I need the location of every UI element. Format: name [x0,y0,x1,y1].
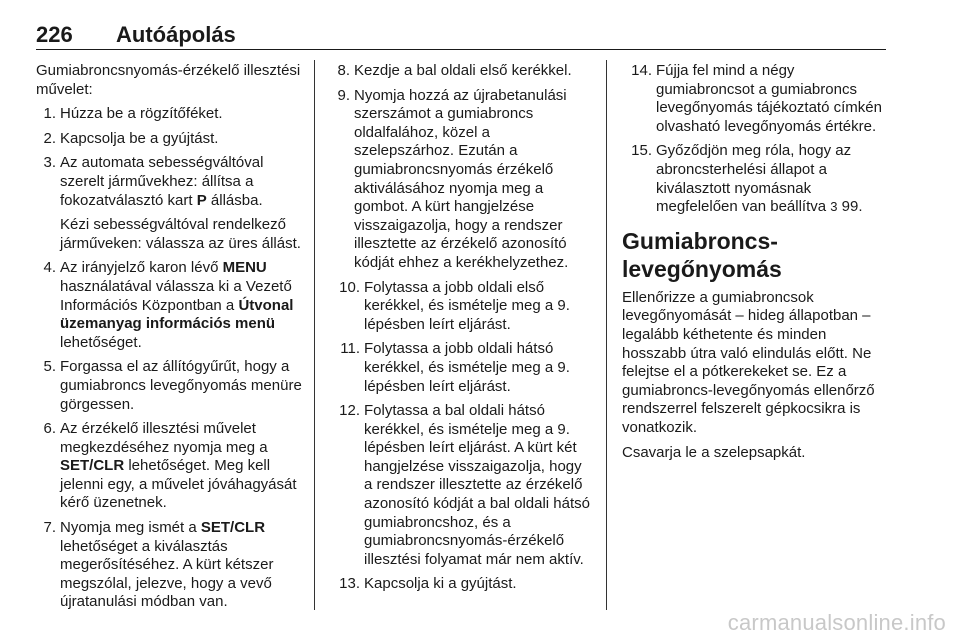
step-number: 11. [340,340,360,358]
step-number: 4. [43,259,56,277]
page-ref-link[interactable]: 99. [837,198,863,216]
page-number: 226 [36,22,73,47]
body-paragraph: Csavarja le a szelepsapkát. [622,443,806,461]
step-text: Az érzékelő illesztési művelet megkezdéséhez nyomja meg a [60,420,268,456]
step-text: Az irányjelző karon lévő [60,259,223,277]
menu-button-label: MENU [222,259,267,277]
list-item [330,575,594,594]
step-text: Nyomja meg ismét a [60,519,201,537]
list-item [36,105,304,124]
step-text: Folytassa a bal oldali hátsó kerékkel, és ismételje meg a 9. lépésben leírt eljárást. A kürt két hangjelzése visszaigazolja, hogy a rendszer illesztette az érzékelő azonosító kódját a bal oldali hátsó gumiabroncshoz, és a gumiabroncsnyomás-érzékelő illesztési folyamat már nem aktív. [364,402,590,568]
step-number: 12. [339,402,360,420]
list-item [622,142,888,216]
step-text: állásba. [206,191,263,209]
body-paragraph: Ellenőrizze a gumiabroncsok levegőnyomását – hideg állapotban – legalább kéthetente és minden hosszabb útra való elindulás előtt. Ne felejtse el a pótkerekeket se. Ez a gumiabroncs-levegőnyomás ellenőrző rendszerrel felszerelt gépkocsikra is vonatkozik. [622,288,875,436]
step-number: 14. [631,62,652,79]
step-text: Győződjön meg róla, hogy az abroncsterhelési állapot a kiválasztott nyomásnak megfelelően van beállítva [656,142,852,216]
step-number: 8. [337,62,350,79]
step-text: Kapcsolja be a gyújtást. [60,129,219,147]
steps-list [36,105,304,612]
section-heading: Gumiabroncs-levegőnyomás [622,227,782,282]
step-text: Kezdje a bal oldali első kerékkel. [354,62,572,79]
page-title: Autóápolás [116,22,236,47]
list-item [36,259,304,352]
step-text: Nyomja hozzá az újrabetanulási szerszámot a gumiabroncs oldalfalához, közel a szelepszárhoz. Ezután a gumiabroncsnyomás érzékelő aktiválásához nyomja meg a gombot. A kürt hangjelzése visszaigazolja, hogy a rendszer illesztette az érzékelő azonosító kódját ehhez a kerékhelyzethez. [354,86,569,271]
list-item [36,154,304,253]
step-number: 15. [631,142,652,160]
list-item [330,279,594,335]
steps-list [330,62,594,594]
list-item [330,402,594,569]
step-number: 3. [43,154,56,172]
steps-list [622,62,888,217]
intro-text: Gumiabroncsnyomás-érzékelő illesztési művelet: [36,62,301,98]
step-text: Az automata sebességváltóval szerelt járművekhez: állítsa a fokozatválasztó kart [60,154,264,209]
step-text: lehetőséget. Meg kell jelenni egy, a művelet jóváhagyását kérő üzenetnek. [60,457,297,512]
step-text: használatával válassza ki a Vezető Információs Központban a [60,277,292,314]
list-item [36,358,304,414]
column-divider [606,60,607,610]
step-number: 2. [43,129,56,147]
step-text: Kapcsolja ki a gyújtást. [364,575,517,593]
step-text: Húzza be a rögzítőféket. [60,105,223,123]
list-item [330,340,594,396]
step-text: Folytassa a jobb oldali hátsó kerékkel, és ismételje meg a 9. lépésben leírt eljárást. [364,340,570,395]
page-ref-arrow-icon: 3 [830,199,838,215]
column-middle [330,62,594,600]
step-number: 1. [43,105,56,123]
step-number: 6. [43,420,56,438]
column-right [622,62,888,468]
list-item [330,62,594,81]
step-number: 13. [339,575,360,593]
step-text: lehetőséget. [60,333,142,351]
list-item [36,519,304,612]
step-text: Folytassa a jobb oldali első kerékkel, és ismételje meg a 9. lépésben leírt eljárást. [364,278,570,333]
list-item [36,420,304,513]
column-left [36,62,304,618]
header-rule [36,49,886,50]
page-header [36,22,886,50]
gear-position: P [196,191,207,209]
list-item [622,62,888,136]
step-text: lehetőséget a kiválasztás megerősítéséhez. A kürt kétszer megszólal, jelezve, hogy a vevő újratanulási módban van. [60,537,274,611]
step-number: 9. [337,86,350,104]
menu-name: Útvonal üzemanyag információs menü [60,296,294,333]
button-label: SET/CLR [200,519,266,537]
watermark: carmanualsonline.info [727,610,946,635]
list-item [36,130,304,149]
step-note: Kézi sebességváltóval rendelkező járműveken: válassza az üres állást. [60,216,301,252]
list-item [330,87,594,273]
step-number: 7. [43,519,56,537]
button-label: SET/CLR [60,457,125,475]
step-number: 5. [43,358,56,376]
column-divider [314,60,315,610]
step-text: Fújja fel mind a négy gumiabroncsot a gumiabroncs levegőnyomás tájékoztató címkén olvasható levegőnyomás értékre. [656,62,882,135]
step-number: 10. [339,278,360,296]
step-text: Forgassa el az állítógyűrűt, hogy a gumiabroncs levegőnyomás menüre görgessen. [60,358,302,413]
